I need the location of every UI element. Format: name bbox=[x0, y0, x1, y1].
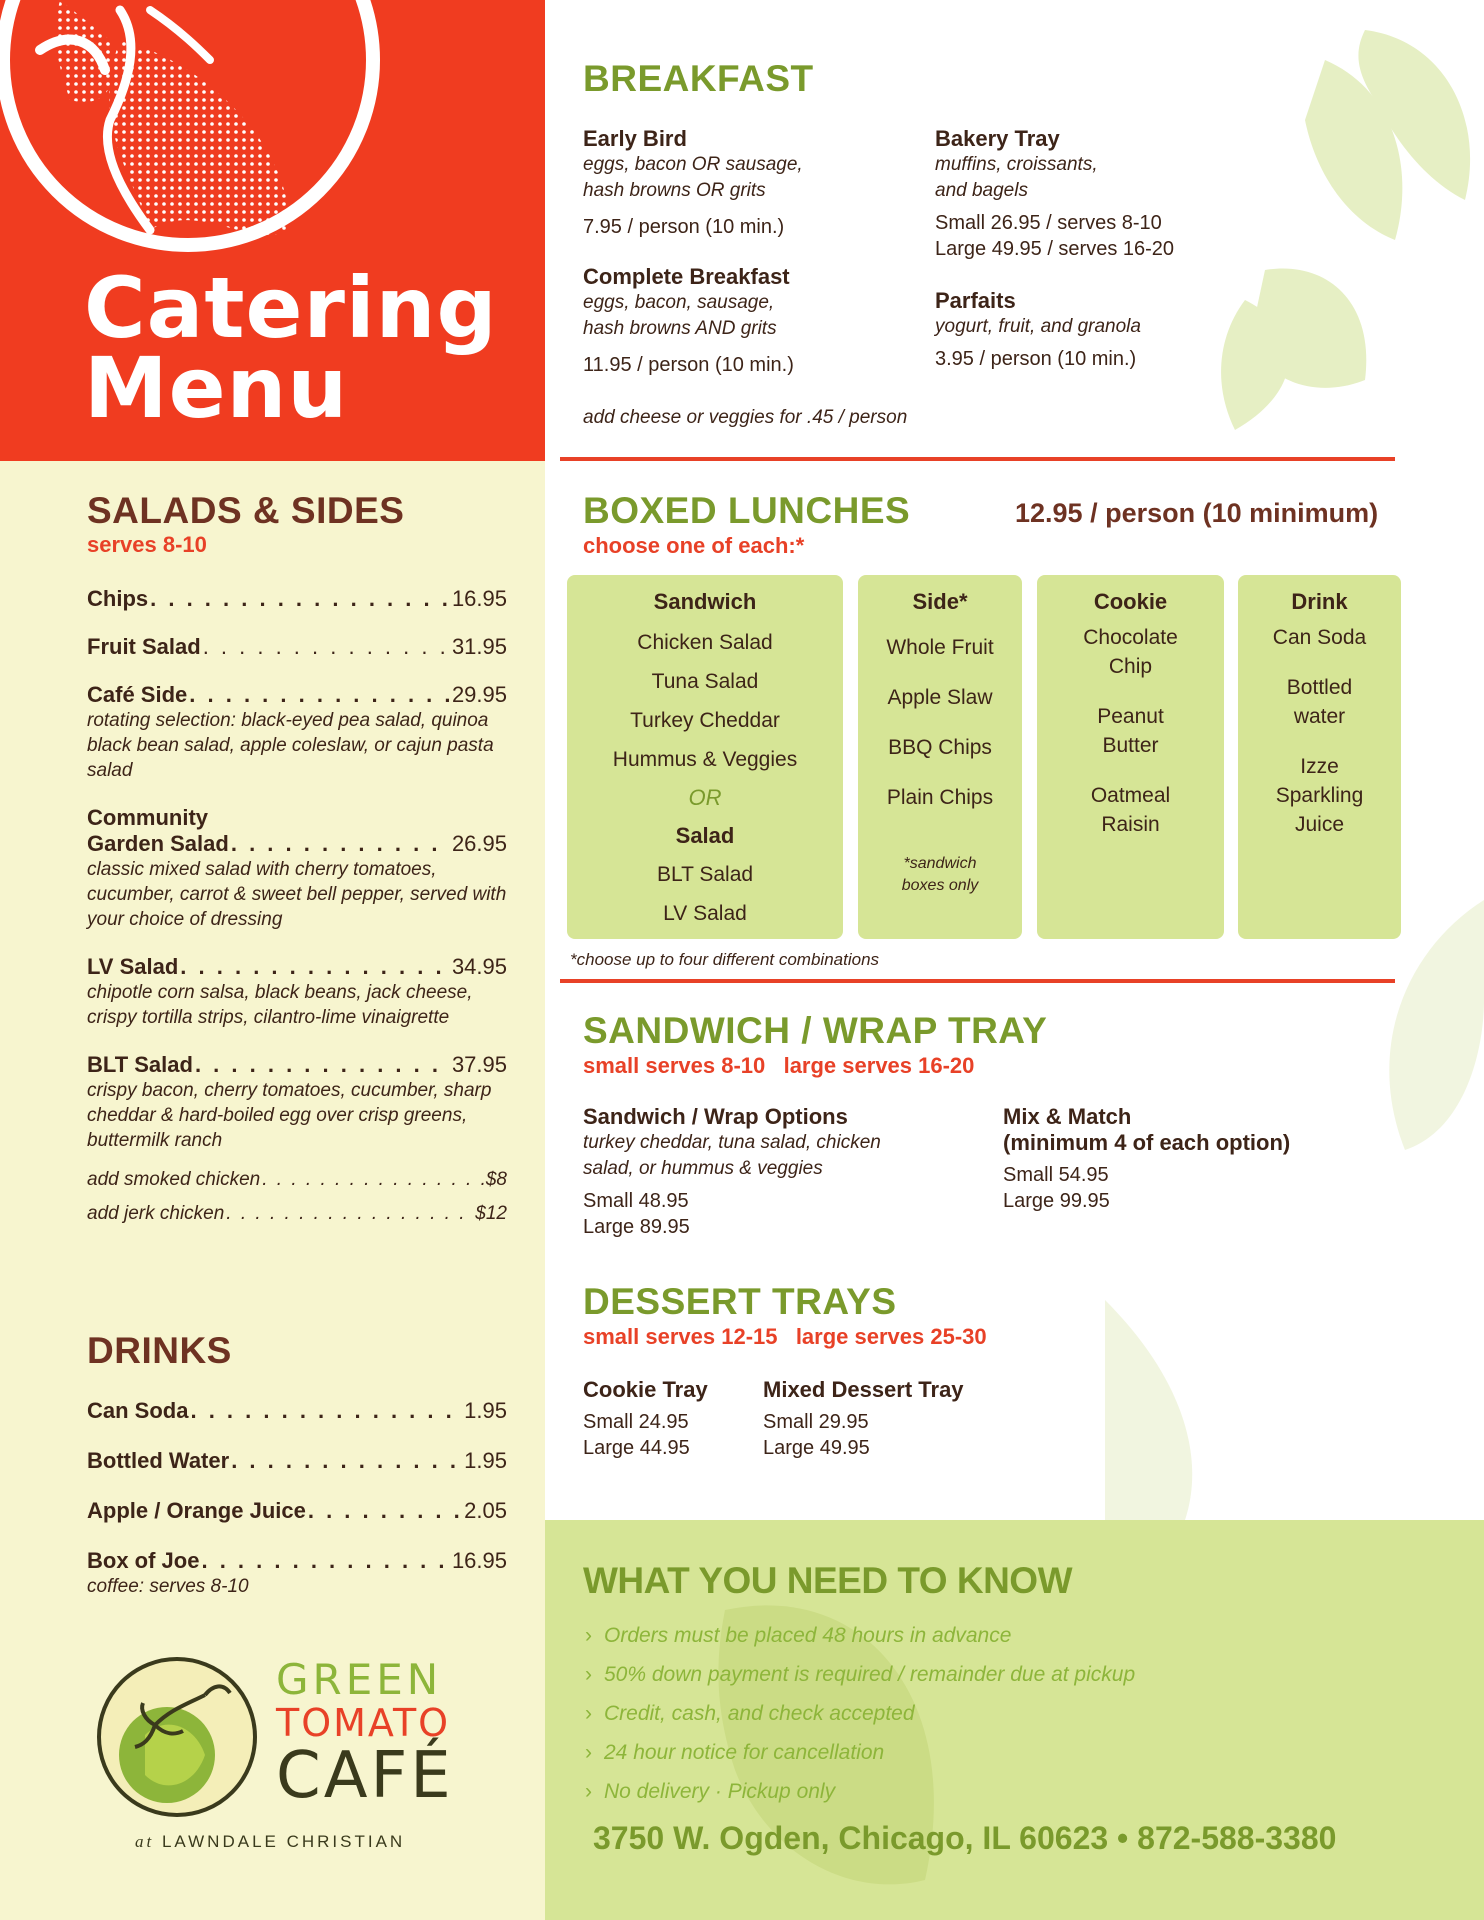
item-description: turkey cheddar, tuna salad, chicken bbox=[583, 1132, 881, 1153]
menu-item bbox=[87, 1448, 507, 1474]
menu-item bbox=[87, 1398, 507, 1424]
item-price: Large 89.95 bbox=[583, 1216, 690, 1238]
title-panel bbox=[0, 0, 545, 461]
wrap-options-item bbox=[583, 1104, 983, 1240]
dessert-subheading: small serves 12-15 large serves 25-30 bbox=[583, 1324, 987, 1349]
section-divider bbox=[560, 979, 1395, 983]
item-price: 1.95 bbox=[464, 1448, 507, 1473]
menu-item bbox=[87, 682, 507, 783]
sandwich-card bbox=[567, 575, 843, 939]
card-item: Izze bbox=[1300, 755, 1339, 778]
item-name: LV Salad bbox=[87, 954, 179, 979]
item-description: chipotle corn salsa, black beans, jack cheese, crispy tortilla strips, cilantro-lime vinaigrette bbox=[87, 982, 473, 1028]
addon-price: $8 bbox=[485, 1169, 507, 1190]
item-description: hash browns OR grits bbox=[583, 180, 766, 201]
mixed-dessert-item bbox=[763, 1377, 964, 1461]
item-description: and bagels bbox=[935, 180, 1028, 201]
item-name: BLT Salad bbox=[87, 1052, 193, 1077]
item-price: 3.95 / person (10 min.) bbox=[935, 348, 1137, 370]
title-line-1: Catering bbox=[84, 259, 498, 357]
card-item: Apple Slaw bbox=[887, 686, 993, 709]
menu-item bbox=[87, 1498, 507, 1524]
item-description: classic mixed salad with cherry tomatoes, cucumber, carrot & sweet bell pepper, served with your choice of dressing bbox=[87, 859, 507, 930]
item-name: Box of Joe bbox=[87, 1548, 200, 1573]
card-item: Tuna Salad bbox=[651, 670, 759, 693]
addon-row bbox=[87, 1169, 507, 1191]
card-heading: Sandwich bbox=[653, 589, 757, 614]
card-item: Can Soda bbox=[1272, 626, 1367, 649]
item-description: eggs, bacon OR sausage, bbox=[583, 154, 803, 175]
card-item: Sparkling bbox=[1275, 784, 1364, 807]
item-price: Small 54.95 bbox=[1003, 1164, 1109, 1186]
card-item: LV Salad bbox=[663, 902, 747, 925]
card-item: Oatmeal bbox=[1090, 784, 1171, 807]
card-item: Chip bbox=[1108, 655, 1153, 678]
complete-breakfast-item bbox=[583, 264, 913, 378]
cookie-tray-item bbox=[583, 1377, 708, 1461]
card-item: Chocolate bbox=[1083, 626, 1178, 649]
item-description: salad, or hummus & veggies bbox=[583, 1158, 823, 1179]
menu-item bbox=[87, 634, 507, 660]
card-note: boxes only bbox=[901, 877, 979, 894]
card-item: Raisin bbox=[1101, 813, 1160, 836]
salads-subheading: serves 8-10 bbox=[87, 532, 207, 557]
card-heading: Cookie bbox=[1093, 589, 1168, 614]
item-name: Garden Salad bbox=[87, 831, 229, 856]
item-price: Large 44.95 bbox=[583, 1437, 690, 1459]
item-price: 16.95 bbox=[451, 1548, 507, 1573]
item-name: (minimum 4 of each option) bbox=[1003, 1130, 1291, 1155]
salads-heading: SALADS & SIDES bbox=[87, 490, 405, 531]
item-price: 26.95 bbox=[451, 831, 507, 856]
card-item: water bbox=[1293, 705, 1346, 728]
card-item: Peanut bbox=[1097, 705, 1164, 728]
addon-price: $12 bbox=[475, 1203, 507, 1224]
logo-wordmark bbox=[276, 1655, 454, 1813]
parfaits-item bbox=[935, 288, 1265, 372]
boxed-price: 12.95 / person (10 minimum) bbox=[1015, 498, 1379, 528]
item-price: 16.95 bbox=[451, 586, 507, 611]
item-price: Large 49.95 / serves 16-20 bbox=[935, 238, 1175, 260]
card-item: Butter bbox=[1102, 734, 1159, 757]
address-line: 3750 W. Ogden, Chicago, IL 60623 • 872-588-3380 bbox=[593, 1820, 1337, 1856]
card-item: BBQ Chips bbox=[888, 736, 992, 759]
page-title bbox=[84, 259, 498, 437]
boxed-subheading: choose one of each:* bbox=[583, 533, 805, 558]
card-item: Whole Fruit bbox=[886, 636, 994, 659]
logo-green: GREEN bbox=[276, 1655, 443, 1704]
item-price: 31.95 bbox=[451, 634, 507, 659]
item-description: eggs, bacon, sausage, bbox=[583, 292, 775, 313]
list-item: › Orders must be placed 48 hours in advance bbox=[585, 1624, 1012, 1647]
card-note: *sandwich bbox=[903, 855, 977, 872]
item-name: Can Soda bbox=[87, 1398, 189, 1423]
logo-subtitle: at LAWNDALE CHRISTIAN bbox=[135, 1832, 406, 1851]
menu-item bbox=[87, 1052, 507, 1153]
item-name: Sandwich / Wrap Options bbox=[583, 1104, 848, 1129]
salads-section bbox=[87, 490, 507, 1225]
item-name: Bakery Tray bbox=[935, 126, 1060, 151]
card-item: Bottled bbox=[1286, 676, 1353, 699]
card-heading: Drink bbox=[1291, 589, 1348, 614]
card-item: Turkey Cheddar bbox=[630, 709, 780, 732]
boxed-heading: BOXED LUNCHES bbox=[583, 490, 911, 531]
green-tomato-logo-icon bbox=[95, 1655, 260, 1820]
item-name: Early Bird bbox=[583, 126, 687, 151]
addon-name: add smoked chicken bbox=[87, 1169, 261, 1190]
list-item: › 24 hour notice for cancellation bbox=[585, 1741, 885, 1764]
item-price: Small 26.95 / serves 8-10 bbox=[935, 212, 1162, 234]
card-or: OR bbox=[688, 785, 722, 810]
card-item: Hummus & Veggies bbox=[612, 748, 798, 771]
item-name: Bottled Water bbox=[87, 1448, 230, 1473]
card-subheading: Salad bbox=[675, 823, 735, 848]
drinks-heading: DRINKS bbox=[87, 1330, 232, 1371]
item-description: yogurt, fruit, and granola bbox=[935, 316, 1141, 337]
dessert-heading: DESSERT TRAYS bbox=[583, 1281, 897, 1322]
item-name: Complete Breakfast bbox=[583, 264, 790, 289]
item-price: 7.95 / person (10 min.) bbox=[583, 216, 785, 238]
card-item: Plain Chips bbox=[886, 786, 994, 809]
item-name-prefix: Community bbox=[87, 805, 208, 830]
addon-row bbox=[87, 1203, 507, 1225]
logo-cafe: CAFÉ bbox=[276, 1739, 454, 1813]
bakery-tray-item bbox=[935, 126, 1265, 262]
item-description: muffins, croissants, bbox=[935, 154, 1098, 175]
card-item: Chicken Salad bbox=[637, 631, 773, 654]
card-item: Juice bbox=[1294, 813, 1345, 836]
item-price: Small 29.95 bbox=[763, 1411, 869, 1433]
early-bird-item bbox=[583, 126, 913, 240]
title-line-2: Menu bbox=[84, 339, 349, 437]
item-price: Small 48.95 bbox=[583, 1190, 689, 1212]
item-name: Parfaits bbox=[935, 288, 1016, 313]
item-name: Cookie Tray bbox=[583, 1377, 708, 1402]
section-divider bbox=[560, 457, 1395, 461]
card-heading: Side* bbox=[912, 589, 968, 614]
list-item: › Credit, cash, and check accepted bbox=[585, 1702, 915, 1725]
item-price: 11.95 / person (10 min.) bbox=[583, 354, 794, 376]
menu-item bbox=[87, 1548, 507, 1599]
item-name: Fruit Salad bbox=[87, 634, 201, 659]
item-name: Mixed Dessert Tray bbox=[763, 1377, 964, 1402]
item-price: 2.05 bbox=[464, 1498, 507, 1523]
sandwich-tray-subheading: small serves 8-10 large serves 16-20 bbox=[583, 1053, 975, 1078]
list-item: › 50% down payment is required / remainder due at pickup bbox=[585, 1663, 1136, 1686]
mix-match-item bbox=[1003, 1104, 1383, 1214]
know-list bbox=[585, 1616, 1135, 1811]
item-price: Large 99.95 bbox=[1003, 1190, 1110, 1212]
breakfast-heading: BREAKFAST bbox=[583, 58, 814, 99]
item-name: Apple / Orange Juice bbox=[87, 1498, 306, 1523]
item-price: 1.95 bbox=[464, 1398, 507, 1423]
logo-tomato: TOMATO bbox=[276, 1701, 451, 1745]
cookie-card bbox=[1037, 575, 1224, 939]
item-name: Café Side bbox=[87, 682, 188, 707]
menu-item bbox=[87, 805, 507, 932]
item-description: coffee: serves 8-10 bbox=[87, 1576, 249, 1597]
item-description: crispy bacon, cherry tomatoes, cucumber, sharp cheddar & hard-boiled egg over crisp greens, buttermilk ranch bbox=[87, 1080, 492, 1151]
side-card bbox=[858, 575, 1022, 939]
addon-name: add jerk chicken bbox=[87, 1203, 225, 1224]
breakfast-note: add cheese or veggies for .45 / person bbox=[583, 407, 908, 428]
drinks-section bbox=[87, 1330, 507, 1599]
item-price: 29.95 bbox=[451, 682, 507, 707]
sandwich-tray-heading: SANDWICH / WRAP TRAY bbox=[583, 1010, 1048, 1051]
item-price: Small 24.95 bbox=[583, 1411, 689, 1433]
item-description: hash browns AND grits bbox=[583, 318, 777, 339]
tomato-illustration bbox=[0, 0, 545, 300]
menu-item bbox=[87, 954, 507, 1030]
boxed-footnote: *choose up to four different combinations bbox=[570, 950, 880, 969]
list-item: › No delivery · Pickup only bbox=[585, 1780, 836, 1803]
item-name: Mix & Match bbox=[1003, 1104, 1132, 1129]
card-item: BLT Salad bbox=[656, 863, 754, 886]
know-heading: WHAT YOU NEED TO KNOW bbox=[583, 1560, 1072, 1601]
item-price: Large 49.95 bbox=[763, 1437, 870, 1459]
item-name: Chips bbox=[87, 586, 149, 611]
drink-card bbox=[1238, 575, 1401, 939]
menu-item bbox=[87, 586, 507, 612]
item-description: rotating selection: black-eyed pea salad, quinoa black bean salad, apple coleslaw, or cajun pasta salad bbox=[87, 710, 494, 781]
item-price: 34.95 bbox=[451, 954, 507, 979]
item-price: 37.95 bbox=[451, 1052, 507, 1077]
